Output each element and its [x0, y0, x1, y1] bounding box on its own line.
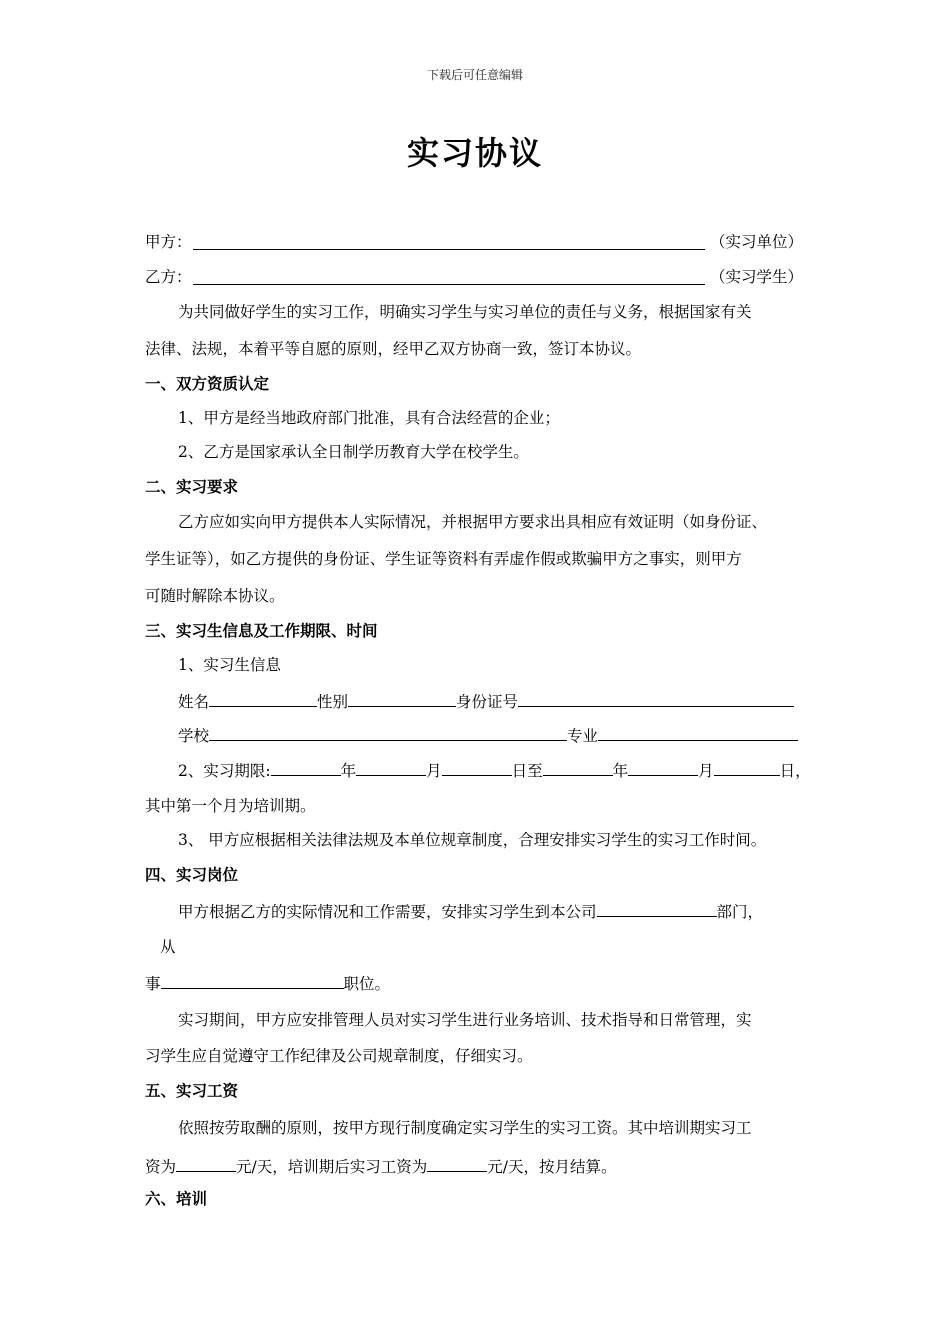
month-label-1: 月 [426, 762, 442, 780]
party-b-blank[interactable] [193, 284, 705, 285]
id-number-blank[interactable] [518, 690, 794, 707]
post-training-wage-blank[interactable] [427, 1155, 487, 1172]
section-4-para-2-line-1: 实习期间，甲方应安排管理人员对实习学生进行业务培训、技术指导和日常管理，实 [178, 1011, 752, 1029]
section-3-item-3: 3、 甲方应根据相关法律法规及本单位规章制度，合理安排实习学生的实习工作时间。 [178, 831, 767, 849]
name-label: 姓名 [178, 693, 210, 711]
start-year-blank[interactable] [271, 759, 341, 776]
section-4-line-3 [145, 972, 390, 994]
gender-label: 性别 [317, 693, 349, 711]
intro-line-2: 法律、法规，本着平等自愿的原则，经甲乙双方协商一致，签订本协议。 [145, 340, 642, 358]
document-title: 实习协议 [406, 134, 543, 172]
period-label: 2、实习期限: [178, 762, 271, 780]
student-info-row-2 [178, 724, 798, 746]
id-number-label: 身份证号 [456, 693, 519, 711]
position-suffix: 职位。 [343, 975, 391, 993]
internship-period-row [178, 759, 811, 781]
name-blank[interactable] [209, 690, 317, 707]
end-month-blank[interactable] [628, 759, 698, 776]
year-label-1: 年 [340, 762, 357, 780]
department-suffix: 部门， [716, 903, 764, 921]
section-4-heading: 四、实习岗位 [145, 866, 239, 884]
intro-line-1: 为共同做好学生的实习工作，明确实习学生与实习单位的责任与义务，根据国家有关 [178, 303, 752, 321]
position-prefix: 事 [145, 975, 161, 993]
month-label-2: 月 [698, 762, 714, 780]
day-to-label: 日至 [511, 762, 543, 780]
year-label-2: 年 [612, 762, 629, 780]
end-year-blank[interactable] [543, 759, 613, 776]
section-2-line-1: 乙方应如实向甲方提供本人实际情况，并根据甲方要求出具相应有效证明（如身份证、 [178, 513, 768, 531]
position-blank[interactable] [161, 972, 344, 989]
section-4-para-2-line-2: 习学生应自觉遵守工作纪律及公司规章制度，仔细实习。 [145, 1047, 533, 1065]
section-5-line-1: 依照按劳取酬的原则，按甲方现行制度确定实习学生的实习工资。其中培训期实习工 [178, 1119, 752, 1137]
start-month-blank[interactable] [356, 759, 426, 776]
section-3-heading: 三、实习生信息及工作期限、时间 [145, 622, 378, 640]
period-note: 其中第一个月为培训期。 [145, 797, 316, 815]
section-4-line-2: 从 [160, 938, 176, 956]
party-a-label: 甲方： [145, 233, 192, 251]
day-end-label: 日， [779, 762, 811, 780]
end-day-blank[interactable] [714, 759, 780, 776]
party-a-suffix: （实习单位） [710, 233, 804, 251]
start-day-blank[interactable] [442, 759, 512, 776]
wage-middle: 元/天，培训期后实习工资为 [236, 1158, 428, 1176]
party-b-label: 乙方： [145, 268, 192, 286]
wage-suffix: 元/天，按月结算。 [487, 1158, 617, 1176]
gender-blank[interactable] [348, 690, 456, 707]
school-blank[interactable] [209, 724, 567, 741]
major-label: 专业 [567, 727, 599, 745]
section-5-line-2 [145, 1155, 616, 1177]
header-note: 下载后可任意编辑 [426, 68, 523, 82]
department-blank[interactable] [597, 900, 717, 917]
section-2-line-3: 可随时解除本协议。 [145, 587, 285, 605]
section-6-heading: 六、培训 [145, 1190, 208, 1208]
student-info-row-1 [178, 690, 794, 712]
major-blank[interactable] [598, 724, 798, 741]
wage-prefix: 资为 [145, 1158, 177, 1176]
section-2-heading: 二、实习要求 [145, 478, 239, 496]
section-4-line-1 [178, 900, 763, 922]
section-1-item-1: 1、甲方是经当地政府部门批准，具有合法经营的企业； [178, 409, 560, 427]
section-3-sub-1: 1、实习生信息 [178, 656, 281, 674]
training-wage-blank[interactable] [176, 1155, 236, 1172]
section-5-heading: 五、实习工资 [145, 1082, 239, 1100]
party-a-blank[interactable] [193, 249, 705, 250]
section-1-item-2: 2、乙方是国家承认全日制学历教育大学在校学生。 [178, 443, 529, 461]
party-b-suffix: （实习学生） [710, 268, 804, 286]
section-2-line-2: 学生证等），如乙方提供的身份证、学生证等资料有弄虚作假或欺骗甲方之事实，则甲方 [145, 550, 742, 568]
school-label: 学校 [178, 727, 210, 745]
section-1-heading: 一、双方资质认定 [145, 375, 270, 393]
department-prefix: 甲方根据乙方的实际情况和工作需要，安排实习学生到本公司 [178, 903, 597, 921]
